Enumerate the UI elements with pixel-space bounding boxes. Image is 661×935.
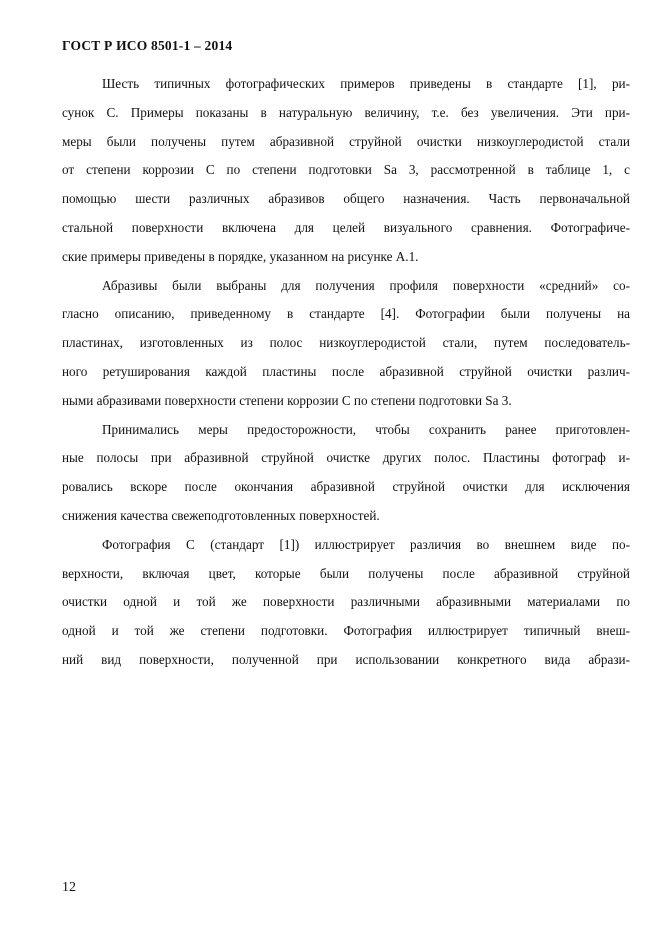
paragraph-3 (62, 416, 630, 531)
paragraph-2 (62, 272, 630, 416)
text-line: ские примеры приведены в порядке, указанном на рисунке А.1. (62, 248, 419, 264)
text-line: верхности, включая цвет, которые были получены после абразивной струйной (62, 565, 630, 581)
document-body (62, 70, 630, 675)
text-line: меры были получены путем абразивной струйной очистки низкоуглеродистой стали (62, 133, 630, 149)
text-line: одной и той же степени подготовки. Фотография иллюстрирует типичный внеш- (62, 623, 630, 639)
text-line: гласно описанию, приведенному в стандарте [4]. Фотографии были получены на (62, 306, 630, 322)
text-line: стальной поверхности включена для целей визуального сравнения. Фотографиче- (62, 219, 630, 235)
text-line: сунок С. Примеры показаны в натуральную величину, т.е. без увеличения. Эти при- (62, 104, 630, 120)
text-line: Шесть типичных фотографических примеров приведены в стандарте [1], ри- (102, 76, 630, 91)
text-line: от степени коррозии С по степени подготовки Sa 3, рассмотренной в таблице 1, с (62, 162, 630, 178)
text-line: ными абразивами поверхности степени коррозии С по степени подготовки Sa 3. (62, 392, 512, 408)
text-line: пластинах, изготовленных из полос низкоуглеродистой стали, путем последователь- (62, 335, 630, 351)
text-line: ровались вскоре после окончания абразивной струйной очистки для исключения (62, 479, 630, 495)
text-line: очистки одной и той же поверхности различными абразивными материалами по (62, 594, 630, 610)
text-line: Принимались меры предосторожности, чтобы сохранить ранее приготовлен- (102, 421, 630, 437)
paragraph-1 (62, 70, 630, 272)
text-line: Абразивы были выбраны для получения профиля поверхности «средний» со- (102, 277, 630, 293)
text-line: ные полосы при абразивной струйной очистке других полос. Пластины фотограф и- (62, 450, 630, 466)
page-number: 12 (62, 880, 76, 895)
document-header: ГОСТ Р ИСО 8501-1 – 2014 (62, 38, 233, 53)
text-line: помощью шести различных абразивов общего назначения. Часть первоначальной (62, 191, 630, 207)
text-line: ний вид поверхности, полученной при использовании конкретного вида абрази- (62, 651, 630, 667)
text-line: ного ретуширования каждой пластины после абразивной струйной очистки различ- (62, 363, 630, 379)
text-line: снижения качества свежеподготовленных поверхностей. (62, 507, 380, 523)
text-line: Фотография С (стандарт [1]) иллюстрирует различия во внешнем виде по- (102, 536, 630, 552)
paragraph-4 (62, 531, 630, 675)
